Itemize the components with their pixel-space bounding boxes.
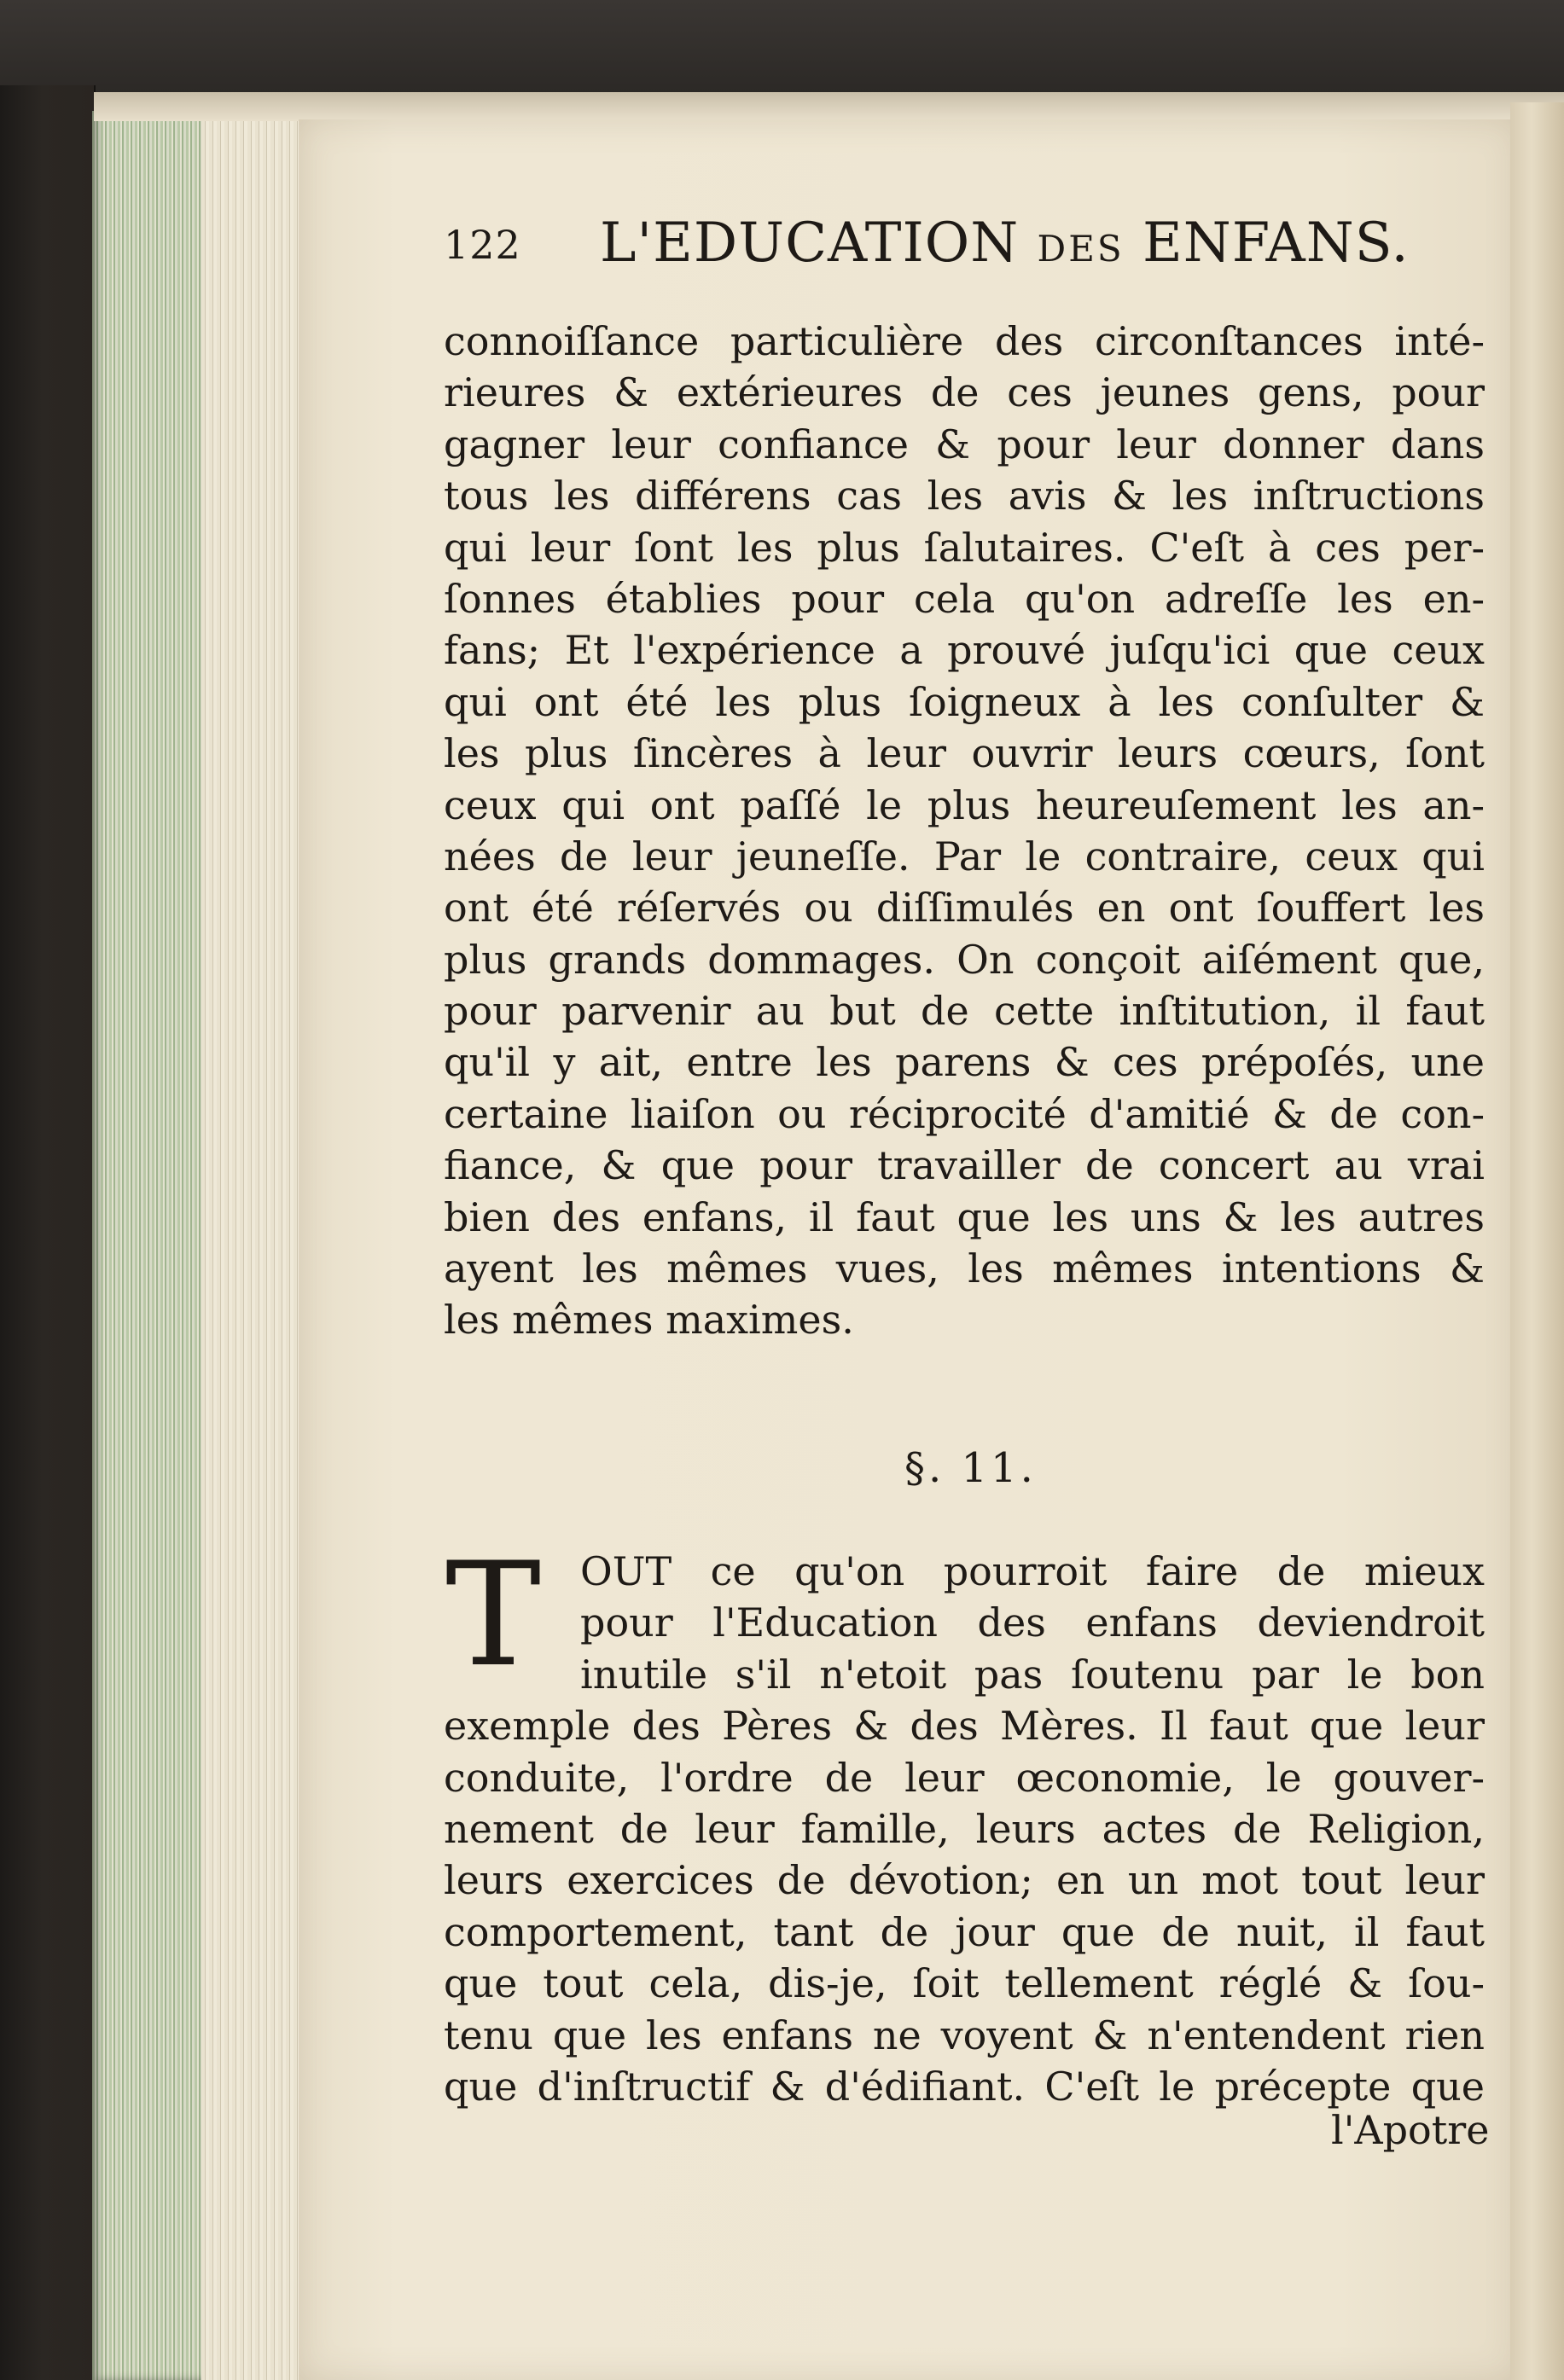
paragraph-2 (444, 1531, 1485, 2112)
text-line: tous les différens cas les avis & les inſtructions (444, 473, 1485, 520)
page-number: 122 (444, 222, 521, 268)
text-line: fans; Et l'expérience a prouvé juſqu'ici que ceux (444, 627, 1485, 674)
backdrop (0, 0, 1564, 94)
text-line: OUT ce qu'on pourroit faire de mieux (580, 1548, 1485, 1594)
text-line: ont été réſervés ou diſſimulés en ont ſouffert les (444, 885, 1485, 932)
text-line: les plus ſincères à leur ouvrir leurs cœurs, ſont (444, 730, 1485, 777)
page-edges (92, 111, 203, 2380)
running-head (444, 212, 1485, 288)
text-line: certaine liaiſon ou réciprocité d'amitié & de con- (444, 1090, 1485, 1137)
text-line: tenu que les enfans ne voyent & n'entendent rien (444, 2011, 1485, 2058)
text-line: connoiſſance particulière des circonſtances inté- (444, 318, 1485, 364)
text-line: ayent les mêmes vues, les mêmes intentions & (444, 1245, 1485, 1292)
paragraph-1 (444, 316, 1485, 1346)
text-line: conduite, l'ordre de leur œconomie, le gouver- (444, 1754, 1485, 1801)
page-right-edge (1510, 102, 1564, 2380)
title-suffix: ENFANS. (1142, 212, 1410, 275)
text-line: inutile s'il n'etoit pas ſoutenu par le bon (580, 1651, 1485, 1698)
text-line: fiance, & que pour travailler de concert au vrai (444, 1142, 1485, 1189)
text-line: ceux qui ont paſſé le plus heureuſement les an- (444, 781, 1485, 828)
section-heading: §. 11. (904, 1444, 1037, 1492)
text-line: pour parvenir au but de cette inſtitution, il faut (444, 988, 1485, 1035)
catchword: l'Apotre (1331, 2107, 1490, 2153)
page-stack (201, 119, 304, 2380)
title-prefix: L'EDUCATION (600, 212, 1020, 275)
drop-cap: T (445, 1531, 542, 1698)
page-top-edge (94, 92, 1564, 121)
text-line: que d'inſtructif & d'édifiant. C'eſt le précepte que (444, 2063, 1485, 2110)
text-line: les mêmes maximes. (444, 1297, 854, 1344)
text-line: qui ont été les plus ſoigneux à les conſulter & (444, 678, 1485, 725)
title-small: DES (1037, 228, 1125, 270)
text-line: qu'il y ait, entre les parens & ces prépoſés, une (444, 1039, 1485, 1086)
page-title (600, 212, 1410, 275)
text-line: qui leur ſont les plus ſalutaires. C'eſt à ces per- (444, 524, 1485, 571)
text-line: bien des enfans, il faut que les uns & les autres (444, 1193, 1485, 1240)
text-line: rieures & extérieures de ces jeunes gens, pour (444, 369, 1485, 416)
text-line: que tout cela, dis-je, ſoit tellement réglé & ſou- (444, 1960, 1485, 2007)
text-line: ſonnes établies pour cela qu'on adreſſe les en- (444, 575, 1485, 622)
text-line: pour l'Education des enfans deviendroit (580, 1599, 1485, 1646)
text-line: gagner leur confiance & pour leur donner dans (444, 421, 1485, 467)
text-line: exemple des Pères & des Mères. Il faut que leur (444, 1703, 1485, 1750)
text-line: plus grands dommages. On conçoit aiſément que, (444, 936, 1485, 983)
text-line: leurs exercices de dévotion; en un mot tout leur (444, 1857, 1485, 1904)
book-cover (0, 85, 96, 2380)
text-line: nées de leur jeuneſſe. Par le contraire, ceux qui (444, 833, 1485, 879)
text-line: comportement, tant de jour que de nuit, il faut (444, 1908, 1485, 1955)
text-line: nement de leur famille, leurs actes de Religion, (444, 1805, 1485, 1852)
